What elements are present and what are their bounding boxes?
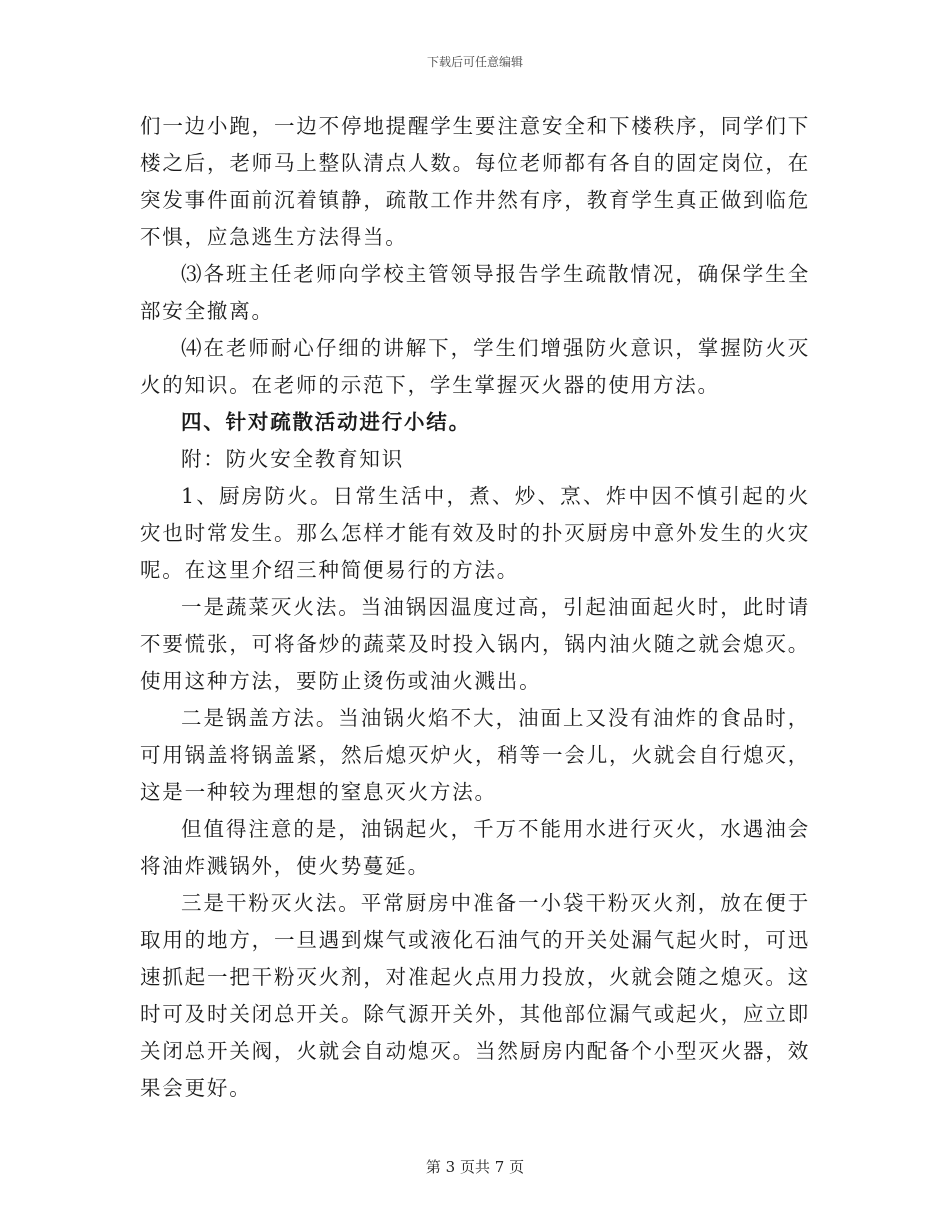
paragraph-item-4: ⑷在老师耐心仔细的讲解下，学生们增强防火意识，掌握防火灭火的知识。在老师的示范下，学生掌握灭火器的使用方法。 (140, 336, 810, 397)
paragraph-item-3: ⑶各班主任老师向学校主管领导报告学生疏散情况，确保学生全部安全撤离。 (140, 262, 810, 323)
section-heading-summary: 四、针对疏散活动进行小结。 (181, 410, 471, 434)
paragraph-kitchen-fire: 1、厨房防火。日常生活中，煮、炒、烹、炸中因不慎引起的火灾也时常发生。那么怎样才能有效及时的扑灭厨房中意外发生的火灾呢。在这里介绍三种简便易行的方法。 (140, 484, 810, 582)
paragraph-powder-method: 三是干粉灭火法。平常厨房中准备一小袋干粉灭火剂，放在便于取用的地方，一旦遇到煤气或液化石油气的开关处漏气起火时，可迅速抓起一把干粉灭火剂，对准起火点用力投放，火就会随之熄灭。这时可及时关闭总开关。除气源开关外，其他部位漏气或起火，应立即关闭总开关阀，火就会自动熄灭。当然厨房内配备个小型灭火器，效果会更好。 (140, 891, 810, 1100)
page-footer: 第 3 页共 7 页 (425, 1158, 525, 1176)
page-header: 下载后可任意编辑 (426, 55, 523, 69)
appendix-title: 附：防火安全教育知识 (181, 447, 404, 471)
paragraph-vegetable-method: 一是蔬菜灭火法。当油锅因温度过高，引起油面起火时，此时请不要慌张，可将备炒的蔬菜及时投入锅内，锅内油火随之就会熄灭。使用这种方法，要防止烫伤或油火溅出。 (140, 595, 810, 693)
paragraph-lid-method: 二是锅盖方法。当油锅火焰不大，油面上又没有油炸的食品时，可用锅盖将锅盖紧，然后熄灭炉火，稍等一会儿，火就会自行熄灭，这是一种较为理想的窒息灭火方法。 (140, 706, 810, 804)
document-body (140, 108, 810, 1107)
paragraph-evacuation-continued: 们一边小跑，一边不停地提醒学生要注意安全和下楼秩序，同学们下楼之后，老师马上整队清点人数。每位老师都有各自的固定岗位，在突发事件面前沉着镇静，疏散工作井然有序，教育学生真正做到临危不惧，应急逃生方法得当。 (140, 114, 810, 249)
paragraph-warning: 但值得注意的是，油锅起火，千万不能用水进行灭火，水遇油会将油炸溅锅外，使火势蔓延。 (140, 817, 810, 878)
